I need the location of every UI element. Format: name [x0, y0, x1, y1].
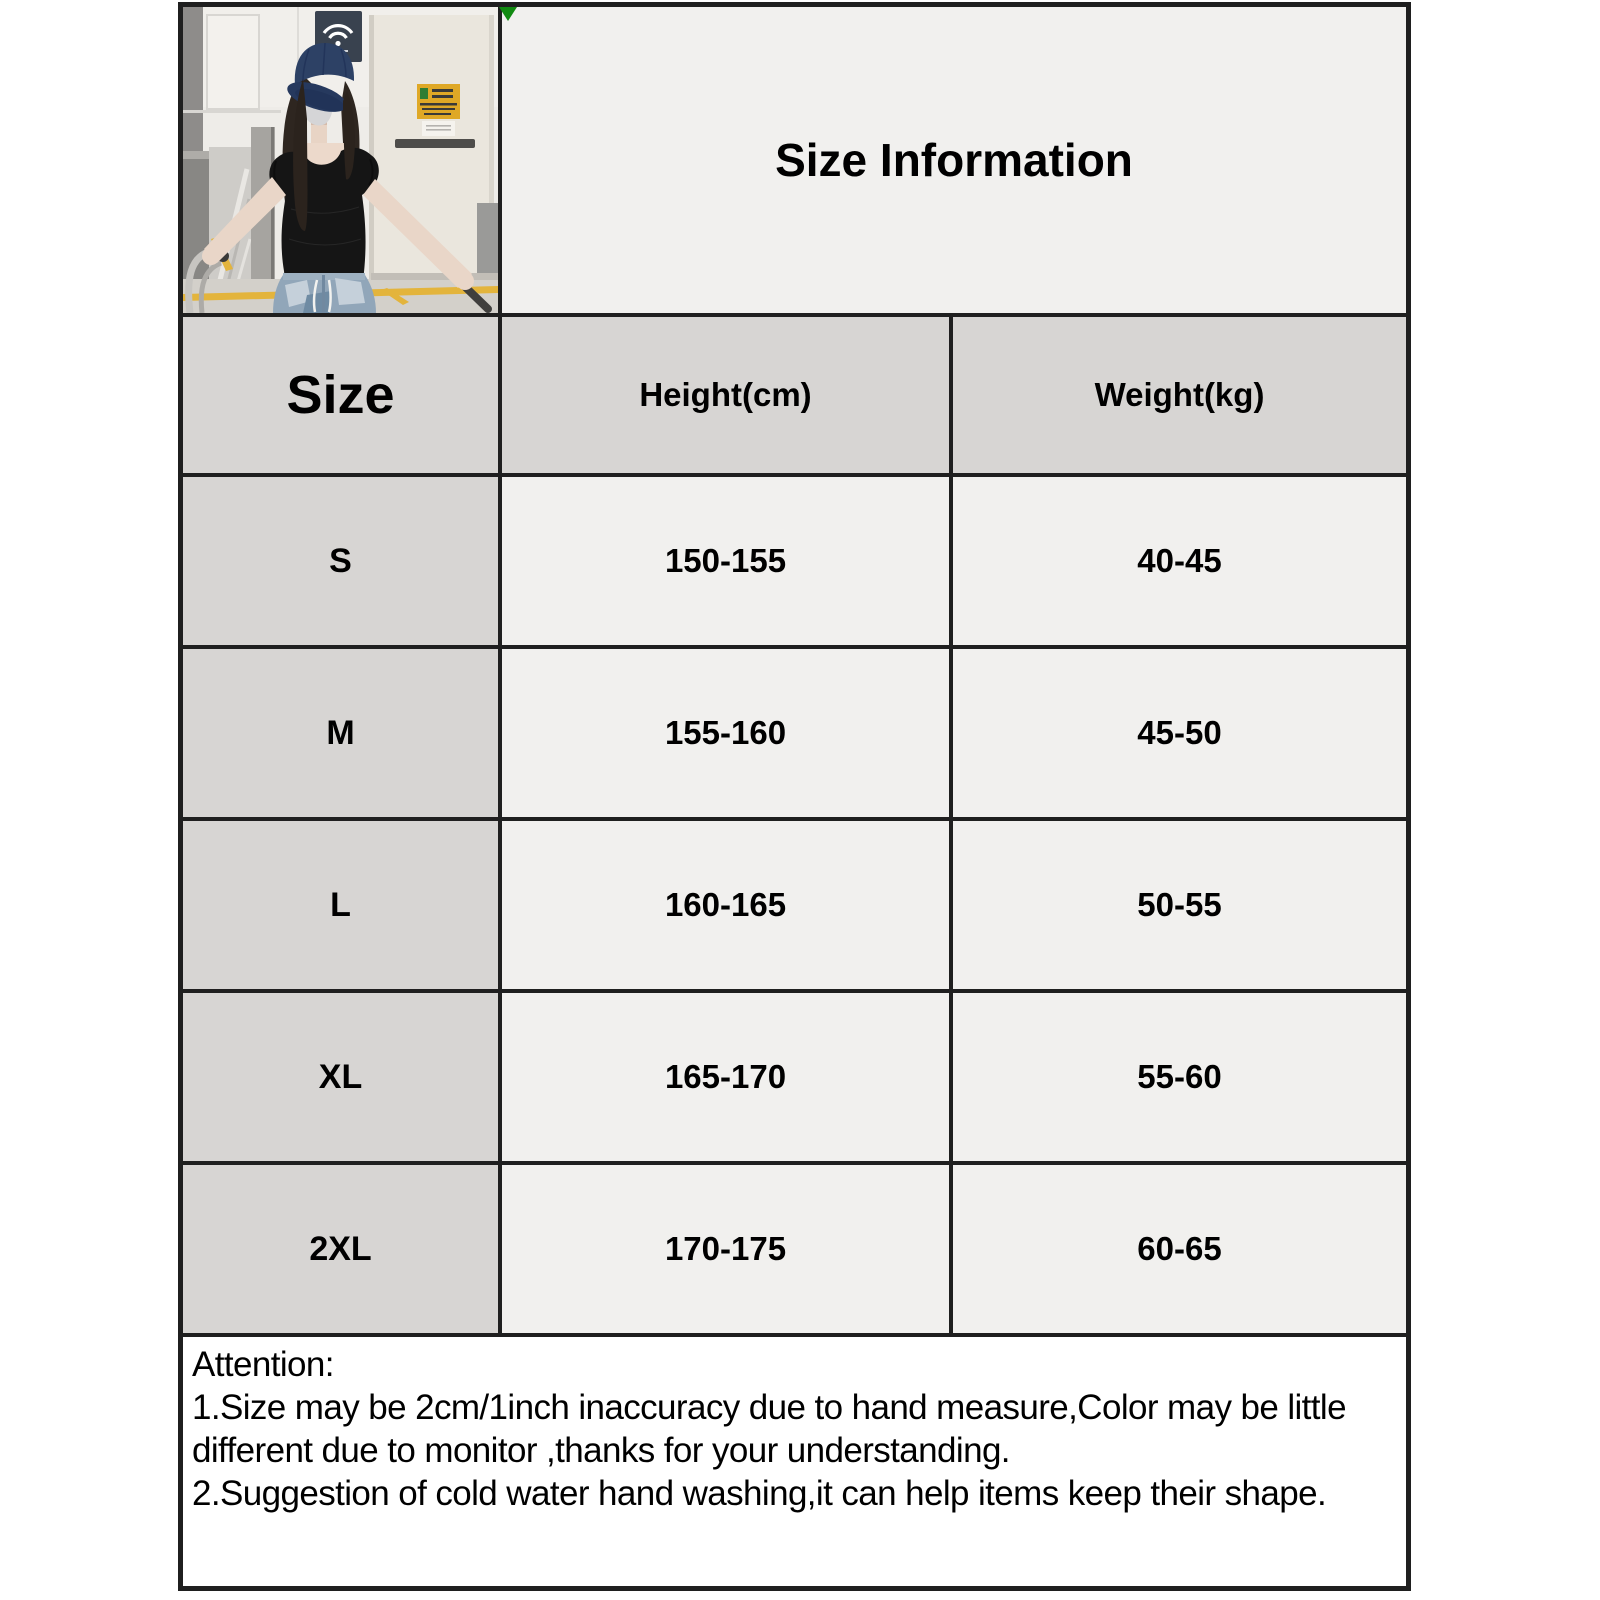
height-cell: 160-165 [502, 821, 953, 989]
attention-note [183, 1337, 1406, 1586]
height-cell: 165-170 [502, 993, 953, 1161]
page-title: Size Information [775, 134, 1133, 186]
warning-sign [417, 84, 460, 136]
weight-cell: 40-45 [953, 477, 1406, 645]
size-cell: XL [183, 993, 502, 1161]
weight-cell: 50-55 [953, 821, 1406, 989]
attention-heading: Attention: [192, 1345, 334, 1384]
product-photo-illustration [183, 7, 498, 313]
weight-cell: 45-50 [953, 649, 1406, 817]
table-row-l [183, 821, 1406, 993]
weight-cell: 55-60 [953, 993, 1406, 1161]
weight-cell: 60-65 [953, 1165, 1406, 1333]
column-header-weight: Weight(kg) [953, 317, 1406, 473]
table-row-m [183, 649, 1406, 821]
size-chart-sheet [178, 2, 1411, 1591]
table-row-2xl [183, 1165, 1406, 1337]
product-photo [183, 7, 502, 313]
table-row-xl [183, 993, 1406, 1165]
title-row [183, 7, 1406, 317]
size-cell: 2XL [183, 1165, 502, 1333]
size-cell: M [183, 649, 502, 817]
attention-line: different due to monitor ,thanks for your understanding. [192, 1431, 1010, 1470]
height-cell: 155-160 [502, 649, 953, 817]
attention-line: 1.Size may be 2cm/1inch inaccuracy due to hand measure,Color may be little [192, 1388, 1346, 1427]
green-corner-marker-icon [499, 7, 517, 21]
attention-line: 2.Suggestion of cold water hand washing,it can help items keep their shape. [192, 1474, 1327, 1513]
column-header-size: Size [183, 317, 502, 473]
column-header-height: Height(cm) [502, 317, 953, 473]
size-cell: S [183, 477, 502, 645]
height-cell: 170-175 [502, 1165, 953, 1333]
table-row-s [183, 477, 1406, 649]
table-header-row [183, 317, 1406, 477]
door-handle [395, 139, 475, 148]
height-cell: 150-155 [502, 477, 953, 645]
size-cell: L [183, 821, 502, 989]
title-cell [502, 7, 1406, 313]
